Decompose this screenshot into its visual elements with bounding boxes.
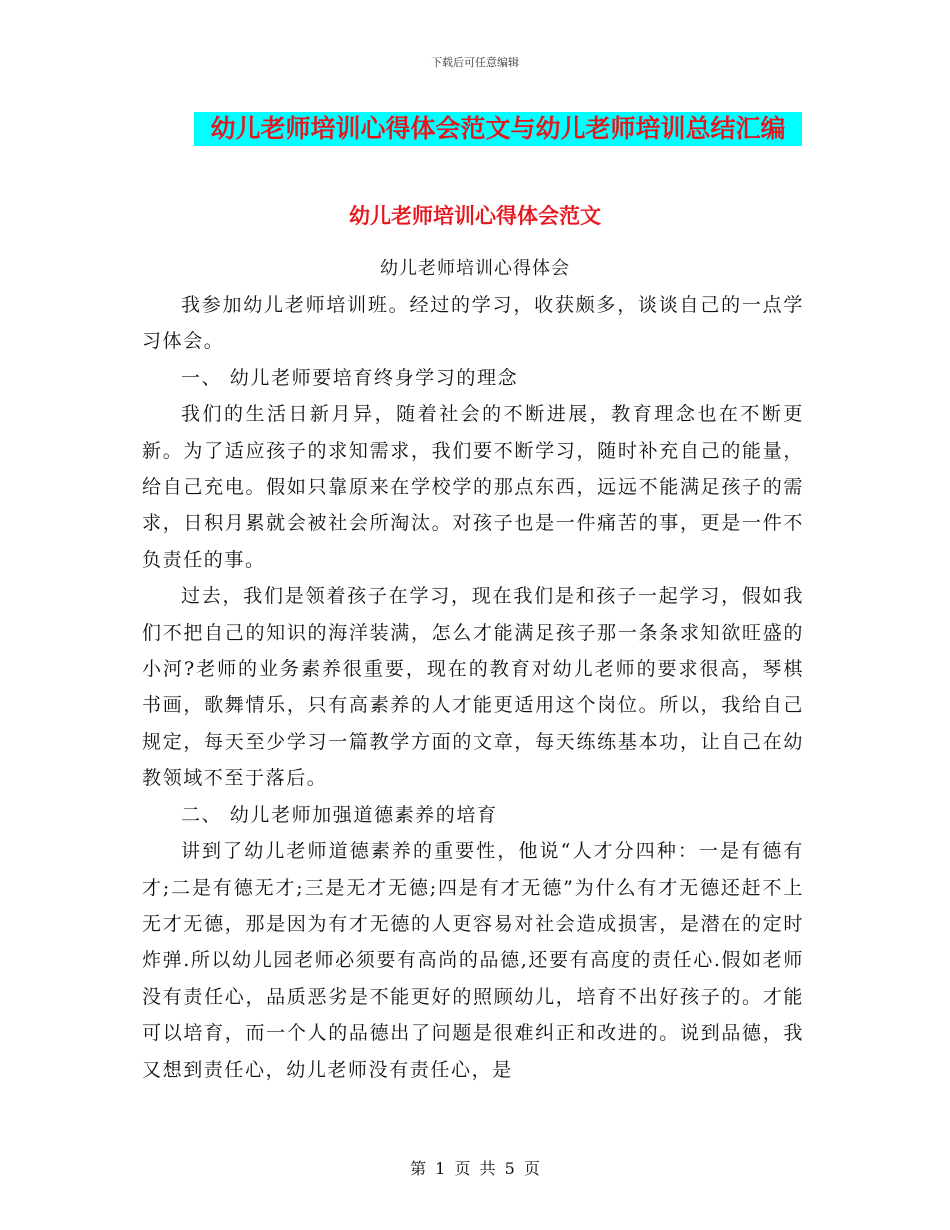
paragraph: 过去，我们是领着孩子在学习，现在我们是和孩子一起学习，假如我们不把自己的知识的海洋装满，怎么才能满足孩子那一条条求知欲旺盛的小河?老师的业务素养很重要，现在的教育对幼儿老师的要求很高，琴棋书画，歌舞情乐，只有高素养的人才能更适用这个岗位。所以，我给自己规定，每天至少学习一篇教学方面的文章，每天练练基本功，让自己在幼教领域不至于落后。 [142,585,804,790]
page-footer: 第 1 页 共 5 页 [410,1159,540,1178]
download-note: 下载后可任意编辑 [431,56,519,69]
paragraph: 我们的生活日新月异，随着社会的不断进展，教育理念也在不断更新。为了适应孩子的求知需求，我们要不断学习，随时补充自己的能量，给自己充电。假如只靠原来在学校学的那点东西，远远不能满足孩子的需求，日积月累就会被社会所淘汰。对孩子也是一件痛苦的事，更是一件不负责任的事。 [142,403,804,571]
document-main-title: 幼儿老师培训心得体会范文与幼儿老师培训总结汇编 [194,112,802,146]
paragraph: 我参加幼儿老师培训班。经过的学习，收获颇多，谈谈自己的一点学习体会。 [142,294,804,353]
paragraph: 讲到了幼儿老师道德素养的重要性，他说“人才分四种：一是有德有才;二是有德无才;三是无才无德;四是有才无德”为什么有才无德还赶不上无才无德，那是因为有才无德的人更容易对社会造成损害，是潜在的定时炸弹.所以幼儿园老师必须要有高尚的品德,还要有高度的责任心.假如老师没有责任心，品质恶劣是不能更好的照顾幼儿，培育不出好孩子的。才能可以培育，而一个人的品德出了问题是很难纠正和改进的。说到品德，我又想到责任心，幼儿老师没有责任心，是 [142,840,804,1081]
section-heading-1: 一、 幼儿老师要培育终身学习的理念 [180,366,519,389]
section-title: 幼儿老师培训心得体会范文 [349,203,601,228]
article-body [142,287,804,1088]
article-subtitle: 幼儿老师培训心得体会 [380,258,570,279]
section-heading-2: 二、 幼儿老师加强道德素养的培育 [180,803,498,826]
